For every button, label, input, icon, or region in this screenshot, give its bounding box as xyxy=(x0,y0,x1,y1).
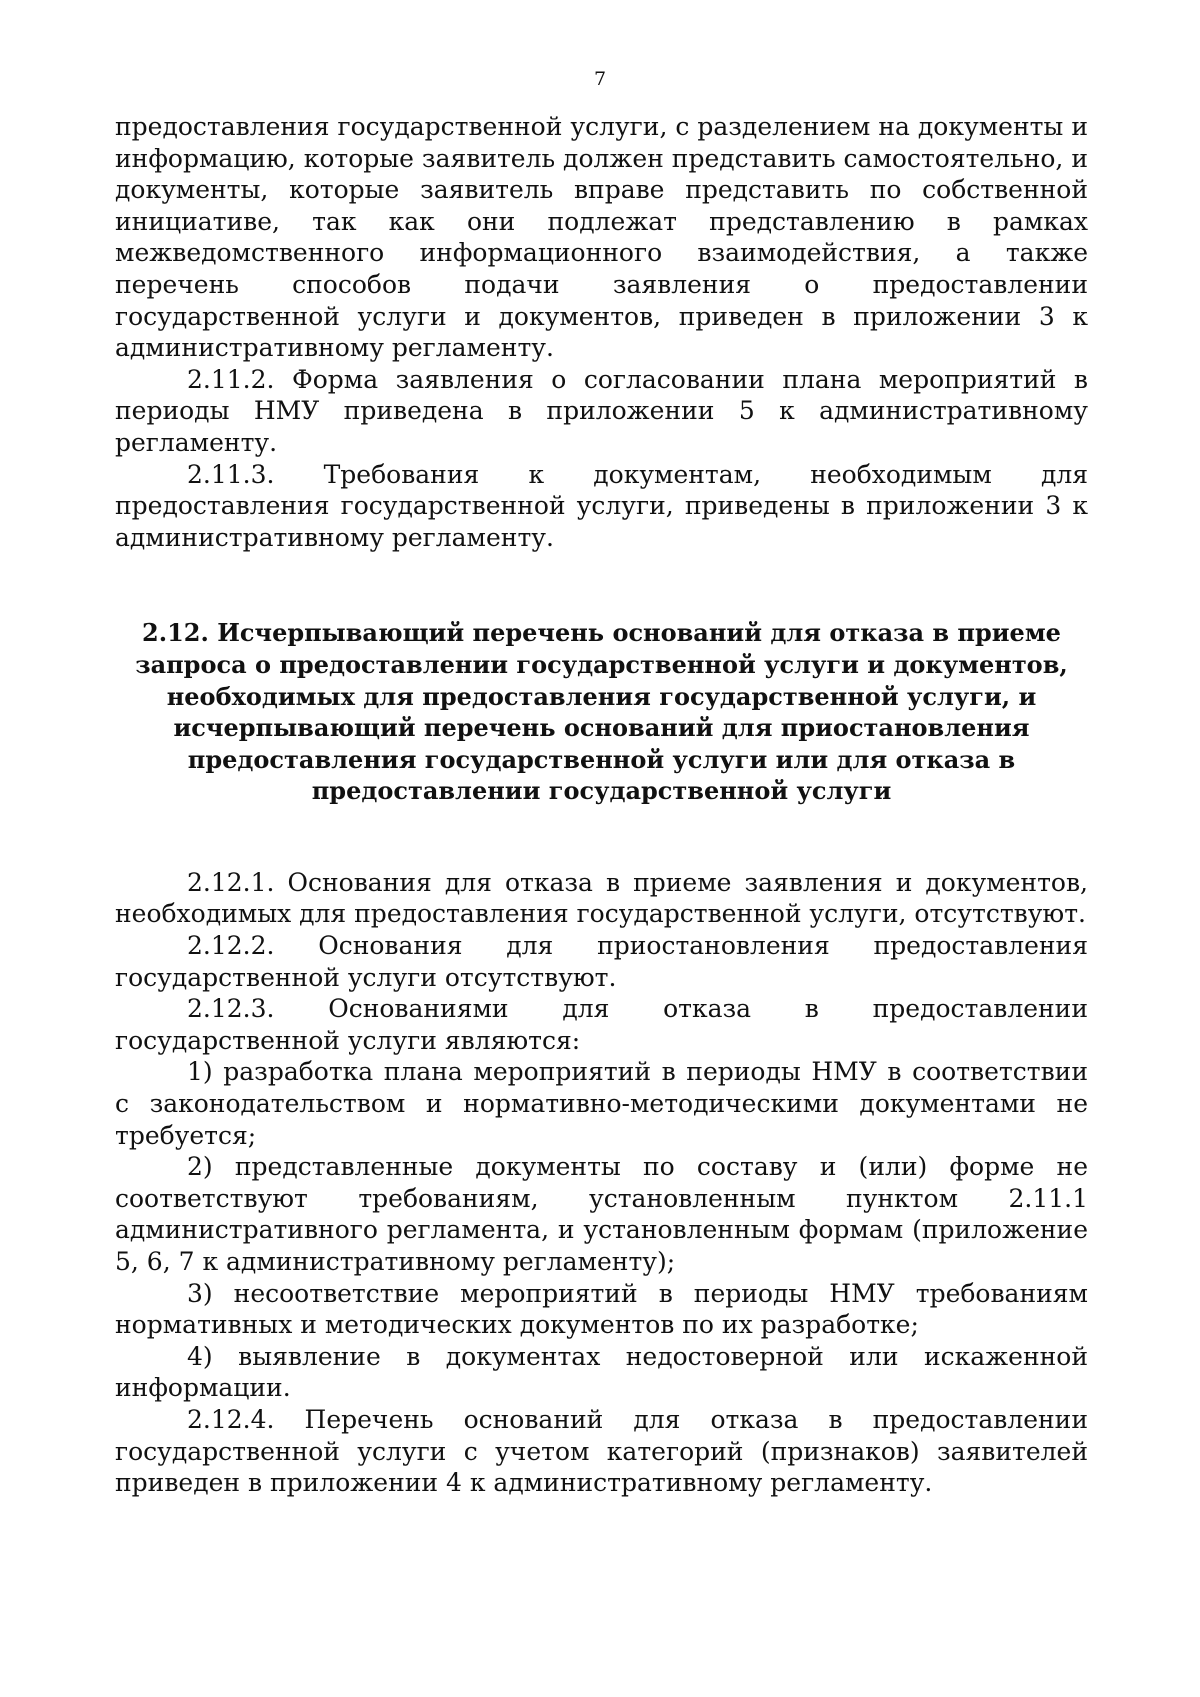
list-item-4: 4) выявление в документах недостоверной или искаженной информации. xyxy=(115,1341,1088,1403)
paragraph-2-12-1: 2.12.1. Основания для отказа в приеме заявления и документов, необходимых для предоставления государственной услуги, отсутствуют. xyxy=(115,867,1088,929)
paragraph-2-12-2: 2.12.2. Основания для приостановления предоставления государственной услуги отсутствуют. xyxy=(115,931,1088,992)
list-item-2: 2) представленные документы по составу и (или) форме не соответствуют требованиям, установленным пунктом 2.11.1 административного регламента, и установленным формам (приложение 5, 6, 7 к административному регламенту); xyxy=(115,1152,1088,1276)
page-number: 7 xyxy=(593,68,607,90)
section-heading-2-12: 2.12. Исчерпывающий перечень оснований для отказа в приеме запроса о предоставлении государственной услуги и документов, необходимых для предоставления государственной услуги, и исчерпывающий перечень оснований для приостановления предоставления государственной услуги или для отказа в предоставлении государственной услуги xyxy=(135,618,1068,806)
paragraph-2-12-4: 2.12.4. Перечень оснований для отказа в предоставлении государственной услуги с учетом категорий (признаков) заявителей приведен в приложении 4 к административному регламенту. xyxy=(115,1404,1088,1498)
document-body xyxy=(115,111,1088,1499)
paragraph-2-12-3: 2.12.3. Основаниями для отказа в предоставлении государственной услуги являются: xyxy=(115,994,1088,1055)
paragraph-2-11-2: 2.11.2. Форма заявления о согласовании плана мероприятий в периоды НМУ приведена в приложении 5 к административному регламенту. xyxy=(115,364,1088,457)
list-item-1: 1) разработка плана мероприятий в периоды НМУ в соответствии с законодательством и нормативно-методическими документами не требуется; xyxy=(115,1057,1088,1150)
paragraph-2-11-3: 2.11.3. Требования к документам, необходимым для предоставления государственной услуги, приведены в приложении 3 к административному регламенту. xyxy=(115,459,1088,552)
paragraph-continuation: предоставления государственной услуги, с разделением на документы и информацию, которые заявитель должен представить самостоятельно, и документы, которые заявитель вправе представить по собственной инициативе, так как они подлежат представлению в рамках межведомственного информационного взаимодействия, а также перечень способов подачи заявления о предоставлении государственной услуги и документов, приведен в приложении 3 к административному регламенту. xyxy=(115,112,1088,363)
list-item-3: 3) несоответствие мероприятий в периоды НМУ требованиям нормативных и методических документов по их разработке; xyxy=(115,1278,1088,1340)
